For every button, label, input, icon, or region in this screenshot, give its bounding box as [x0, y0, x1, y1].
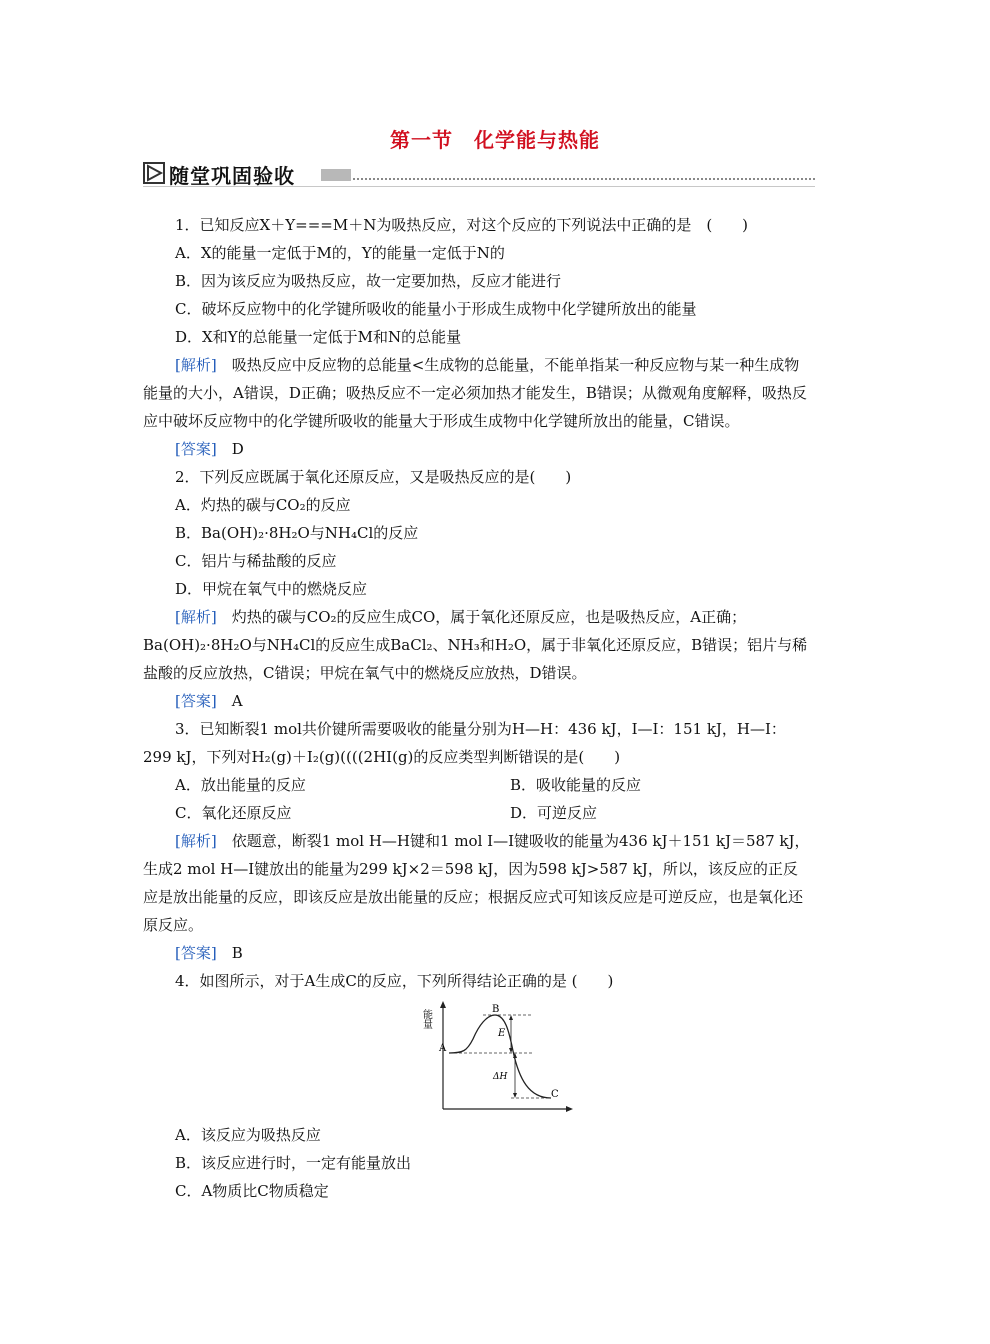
- q3-option-c: C．氧化还原反应: [175, 804, 292, 822]
- section-bar: [321, 169, 351, 181]
- q4-option-a: A．该反应为吸热反应: [175, 1126, 321, 1144]
- section-underline: [143, 186, 815, 187]
- answer-tag: [答案]: [175, 440, 217, 458]
- q3-answer-text: B: [216, 944, 243, 962]
- section-label: 随堂巩固验收: [169, 164, 295, 188]
- energy-diagram: [420, 1001, 573, 1117]
- q1-option-c: C．破坏反应物中的化学键所吸收的能量小于形成生成物中化学键所放出的能量: [175, 300, 697, 318]
- q3-option-a: A．放出能量的反应: [175, 776, 306, 794]
- q2-option-d: D．甲烷在氧气中的燃烧反应: [175, 580, 368, 598]
- section-dotted-line: [353, 178, 815, 180]
- q3-options-row-1: [143, 771, 810, 799]
- label-c: C: [551, 1089, 559, 1100]
- dh-arrow-head-bottom: [513, 1093, 517, 1098]
- play-arrow-icon: [143, 162, 165, 184]
- e-arrow-head-top: [509, 1015, 513, 1020]
- q3-analysis: [143, 827, 810, 939]
- q3-analysis-text: 依题意，断裂1 mol H—H键和1 mol I—I键吸收的能量为436 kJ＋151 kJ＝587 kJ，生成2 mol H—I键放出的能量为299 kJ×2＝598 kJ，因为598 kJ>587 kJ，所以，该反应的正反应是放出能量的反应，即该反应是放出能量的反应；根据反应式可知该反应是可逆反应，也是氧化还原反应。: [143, 832, 810, 934]
- q4-stem: 4．如图所示，对于A生成C的反应，下列所得结论正确的是 ( ): [175, 972, 614, 990]
- q3-options-row-2: [143, 799, 810, 827]
- q2-analysis: [143, 603, 810, 687]
- section-header: [143, 160, 815, 188]
- analysis-tag: [解析]: [175, 832, 217, 850]
- x-axis-arrow: [566, 1106, 573, 1112]
- q2-analysis-text: 灼热的碳与CO₂的反应生成CO，属于氧化还原反应，也是吸热反应，A正确；Ba(OH)₂·8H₂O与NH₄Cl的反应生成BaCl₂、NH₃和H₂O，属于非氧化还原反应，B错误；铝片与稀盐酸的反应放热，C错误；甲烷在氧气中的燃烧反应放热，D错误。: [143, 608, 808, 682]
- q1-analysis-text: 吸热反应中反应物的总能量<生成物的总能量，不能单指某一种反应物与某一种生成物能量的大小，A错误，D正确；吸热反应不一定必须加热才能发生，B错误；从微观角度解释，吸热反应中破坏反应物中的化学键所吸收的能量大于形成生成物中化学键所放出的能量，C错误。: [143, 356, 807, 430]
- q1-option-b: B．因为该反应为吸热反应，故一定要加热，反应才能进行: [175, 272, 562, 290]
- q2-option-b: B．Ba(OH)₂·8H₂O与NH₄Cl的反应: [175, 524, 419, 542]
- q1-option-d: D．X和Y的总能量一定低于M和N的总能量: [175, 328, 462, 346]
- q3-stem: 3．已知断裂1 mol共价键所需要吸收的能量分别为H—H：436 kJ，I—I：151 kJ，H—I：299 kJ，下列对H₂(g)＋I₂(g)((((2HI(g)的反应类型判断错误的是( ): [143, 720, 786, 766]
- q2-option-a: A．灼热的碳与CO₂的反应: [175, 496, 351, 514]
- q1-analysis: [143, 351, 810, 435]
- q2-answer-text: A: [216, 692, 243, 710]
- q4-option-b: B．该反应进行时，一定有能量放出: [175, 1154, 412, 1172]
- analysis-tag: [解析]: [175, 356, 217, 374]
- label-dh: ΔH: [493, 1072, 508, 1082]
- answer-tag: [答案]: [175, 692, 217, 710]
- y-axis-arrow: [440, 1001, 446, 1008]
- analysis-tag: [解析]: [175, 608, 217, 626]
- q1-stem: 1．已知反应X＋Y===M＋N为吸热反应，对这个反应的下列说法中正确的是 ( ): [175, 216, 749, 234]
- q2-stem: 2．下列反应既属于氧化还原反应，又是吸热反应的是( ): [175, 468, 572, 486]
- question-list: [143, 211, 810, 1205]
- q1-answer-text: D: [216, 440, 244, 458]
- q3-option-b: B．吸收能量的反应: [510, 776, 642, 794]
- q2-option-c: C．铝片与稀盐酸的反应: [175, 552, 337, 570]
- y-axis-label: 能量: [420, 1009, 432, 1029]
- q2-answer: [143, 687, 810, 715]
- q4-option-c: C．A物质比C物质稳定: [175, 1182, 329, 1200]
- q1-option-a: A．X的能量一定低于M的，Y的能量一定低于N的: [175, 244, 505, 262]
- label-b: B: [492, 1004, 500, 1015]
- q3-option-d: D．可逆反应: [510, 804, 598, 822]
- page-title: 第一节 化学能与热能: [390, 128, 600, 152]
- q1-answer: [143, 435, 810, 463]
- q3-answer: [143, 939, 810, 967]
- answer-tag: [答案]: [175, 944, 217, 962]
- label-a: A: [439, 1043, 447, 1054]
- label-e: E: [498, 1028, 506, 1039]
